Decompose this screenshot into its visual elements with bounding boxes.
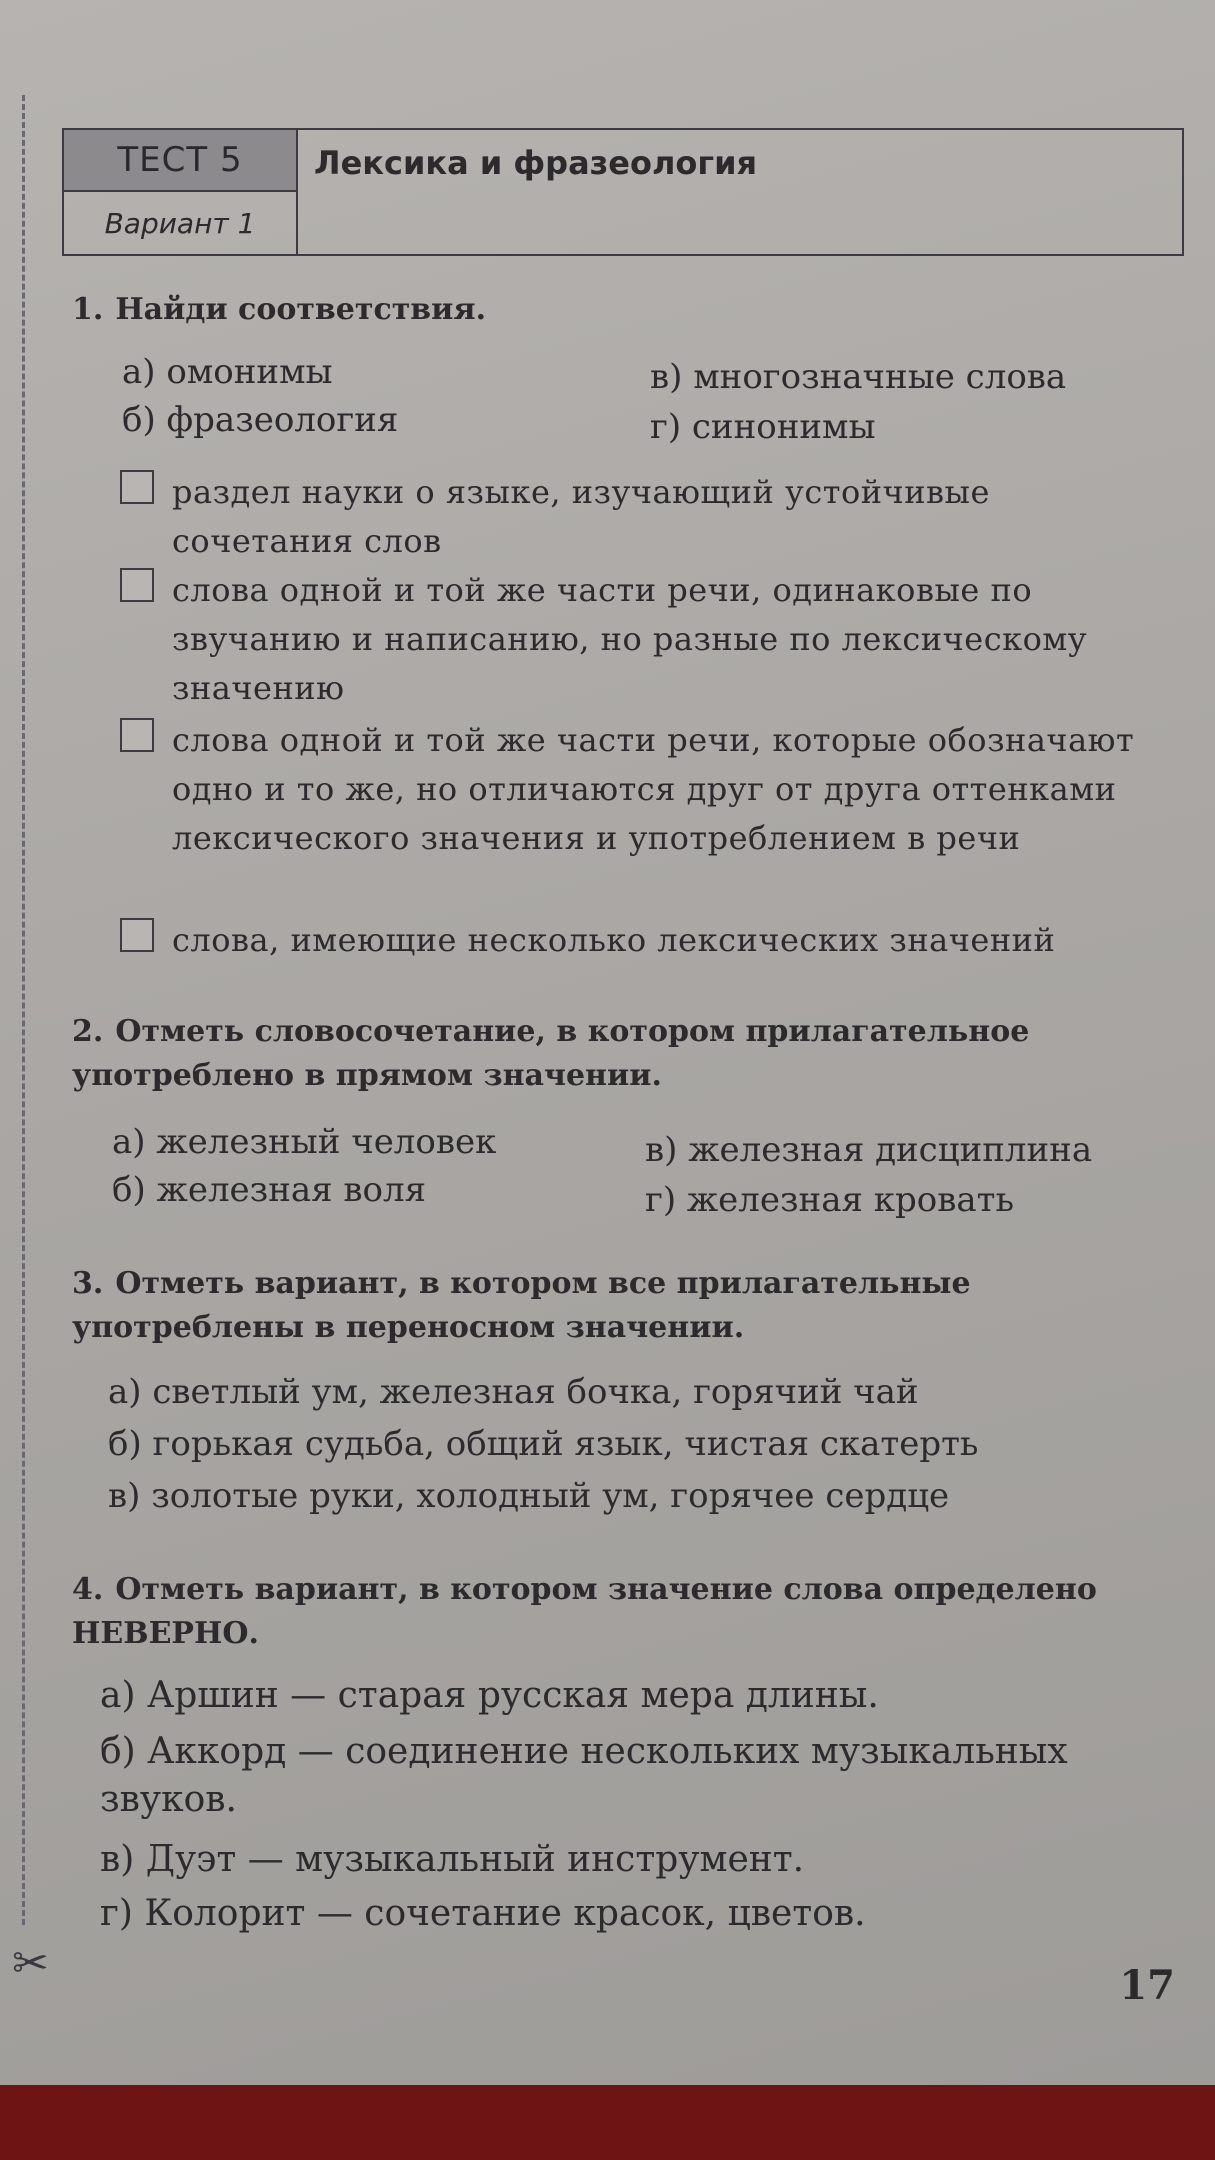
question-text: Отметь вариант, в котором значение слова определено НЕВЕРНО. xyxy=(72,1572,1097,1651)
question-number: 4. xyxy=(72,1572,104,1607)
definition-4: слова, имеющие несколько лексических значений xyxy=(172,921,1056,959)
question-number: 3. xyxy=(72,1266,104,1301)
question-1 xyxy=(72,288,1182,332)
cut-line xyxy=(22,95,25,1925)
question-number: 1. xyxy=(72,292,104,327)
q4-option-g[interactable]: г) Колорит — сочетание красок, цветов. xyxy=(100,1893,866,1934)
page-title: Лексика и фразеология xyxy=(314,144,758,182)
q3-option-b[interactable]: б) горькая судьба, общий язык, чистая скатерть xyxy=(108,1424,979,1464)
answer-checkbox-1[interactable] xyxy=(120,470,154,504)
question-2 xyxy=(72,1010,1182,1098)
question-3 xyxy=(72,1262,1182,1350)
variant-label: Вариант 1 xyxy=(64,192,298,254)
question-4 xyxy=(72,1568,1182,1656)
answer-checkbox-3[interactable] xyxy=(120,718,154,752)
question-text: Найди соответствия. xyxy=(115,292,487,327)
q1-option-v[interactable]: в) многозначные слова xyxy=(650,357,1067,397)
definition-1: раздел науки о языке, изучающий устойчивые сочетания слов xyxy=(172,473,990,560)
page-number: 17 xyxy=(1119,1962,1175,2009)
q2-option-g[interactable]: г) железная кровать xyxy=(645,1180,1014,1220)
definition-2: слова одной и той же части речи, одинаковые по звучанию и написанию, но разные по лексическому значению xyxy=(172,571,1088,707)
q2-option-v[interactable]: в) железная дисциплина xyxy=(645,1130,1093,1170)
q4-option-b[interactable]: б) Аккорд — соединение нескольких музыкальных звуков. xyxy=(100,1731,1068,1820)
q1-option-a[interactable]: а) омонимы xyxy=(122,352,333,392)
answer-checkbox-4[interactable] xyxy=(120,918,154,952)
q4-option-v[interactable]: в) Дуэт — музыкальный инструмент. xyxy=(100,1839,805,1880)
answer-checkbox-2[interactable] xyxy=(120,568,154,602)
q3-option-v[interactable]: в) золотые руки, холодный ум, горячее сердце xyxy=(108,1476,950,1516)
q2-option-b[interactable]: б) железная воля xyxy=(112,1170,427,1210)
test-header xyxy=(62,128,1184,256)
q2-option-a[interactable]: а) железный человек xyxy=(112,1122,497,1162)
question-text: Отметь вариант, в котором все прилагательные употреблены в переносном значении. xyxy=(72,1266,971,1345)
test-label: ТЕСТ 5 xyxy=(64,130,298,192)
q1-option-g[interactable]: г) синонимы xyxy=(650,407,876,447)
q1-option-b[interactable]: б) фразеология xyxy=(122,400,399,440)
question-number: 2. xyxy=(72,1014,104,1049)
definition-3: слова одной и той же части речи, которые обозначают одно и то же, но отличаются друг от друга оттенками лексического значения и употреблением в речи xyxy=(172,721,1135,857)
question-text: Отметь словосочетание, в котором прилагательное употреблено в прямом значении. xyxy=(72,1014,1030,1093)
q3-option-a[interactable]: а) светлый ум, железная бочка, горячий чай xyxy=(108,1372,919,1412)
scissors-icon: ✂ xyxy=(12,1938,49,1989)
q4-option-a[interactable]: а) Аршин — старая русская мера длины. xyxy=(100,1675,879,1716)
